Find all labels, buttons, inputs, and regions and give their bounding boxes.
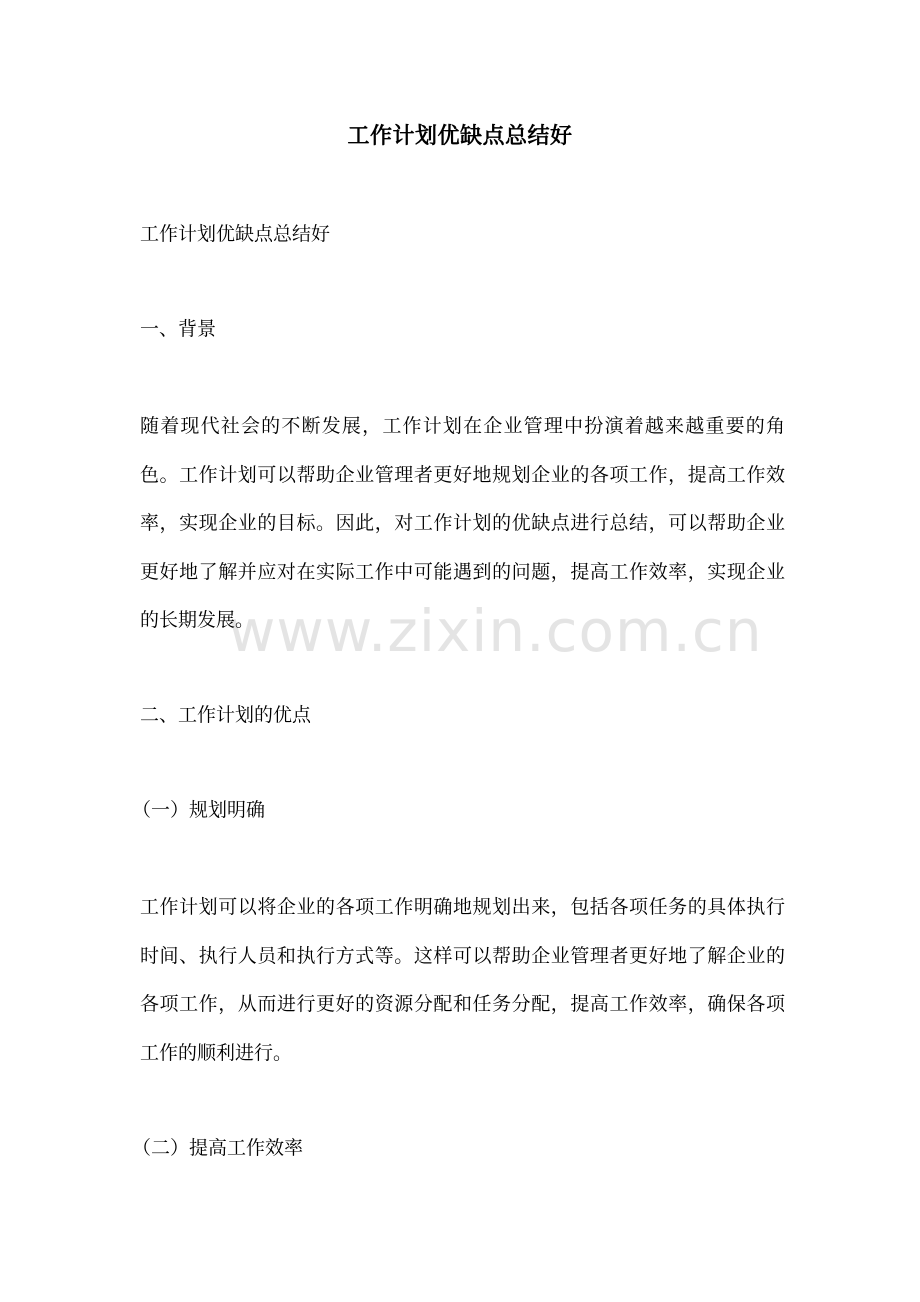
document-title: 工作计划优缺点总结好	[347, 123, 573, 149]
section-heading-background: 一、背景	[140, 318, 217, 340]
subsection-heading-planning: （一）规划明确	[132, 799, 266, 821]
planning-paragraph: 工作计划可以将企业的各项工作明确地规划出来，包括各项任务的具体执行时间、执行人员和执行方式等。这样可以帮助企业管理者更好地了解企业的各项工作，从而进行更好的资源分配和任务分配，提高工作效率，确保各项工作的顺利进行。	[140, 896, 785, 1064]
watermark: www.zixin.com.cn	[228, 597, 763, 665]
subsection-heading-efficiency: （二）提高工作效率	[132, 1137, 304, 1159]
section-heading-advantages: 二、工作计划的优点	[140, 704, 312, 726]
document-subtitle: 工作计划优缺点总结好	[140, 223, 331, 245]
background-paragraph: 随着现代社会的不断发展，工作计划在企业管理中扮演着越来越重要的角色。工作计划可以帮助企业管理者更好地规划企业的各项工作，提高工作效率，实现企业的目标。因此，对工作计划的优缺点进行总结，可以帮助企业更好地了解并应对在实际工作中可能遇到的问题，提高工作效率，实现企业的长期发展。	[140, 415, 785, 631]
